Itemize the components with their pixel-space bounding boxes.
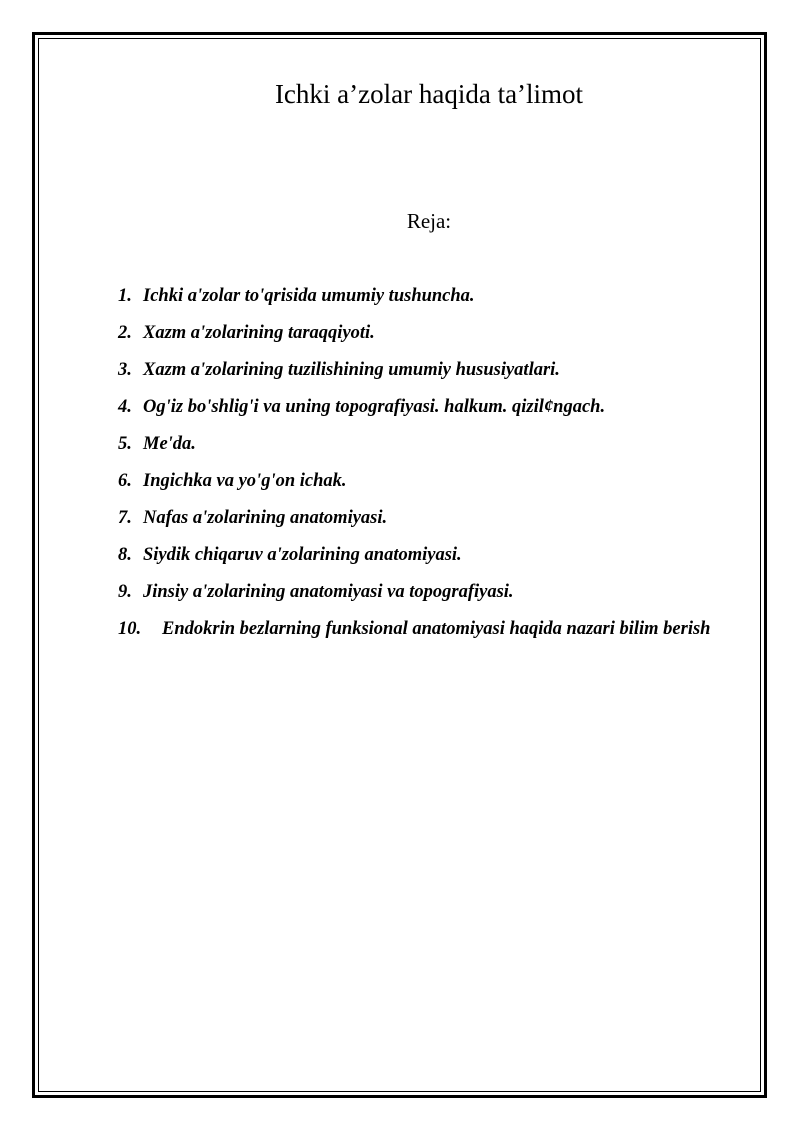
plan-item-text: Xazm a'zolarining tuzilishining umumiy hususiyatlari.: [143, 360, 560, 380]
plan-item-2: [112, 315, 752, 352]
plan-item-10: [112, 611, 752, 685]
plan-item-number: 7.: [118, 508, 132, 528]
plan-item-text: Siydik chiqaruv a'zolarining anatomiyasi.: [143, 545, 462, 565]
plan-item-text: Ingichka va yo'g'on ichak.: [143, 471, 347, 491]
plan-item-7: [112, 500, 752, 537]
plan-item-text: Endokrin bezlarning funksional anatomiyasi haqida nazari bilim berish: [162, 619, 711, 639]
plan-item-5: [112, 426, 752, 463]
plan-item-text: Xazm a'zolarining taraqqiyoti.: [143, 323, 375, 343]
plan-item-number: 9.: [118, 582, 132, 602]
plan-heading: Reja:: [406, 209, 452, 233]
plan-item-number: 2.: [118, 323, 132, 343]
plan-item-number: 4.: [118, 397, 132, 417]
plan-list: [112, 278, 752, 685]
plan-item-number: 8.: [118, 545, 132, 565]
document-title: Ichki a’zolar haqida ta’limot: [274, 79, 584, 109]
plan-item-text: Og'iz bo'shlig'i va uning topografiyasi. halkum. qizil¢ngach.: [143, 397, 606, 417]
plan-item-9: [112, 574, 752, 611]
plan-item-8: [112, 537, 752, 574]
plan-item-number: 1.: [118, 286, 132, 306]
plan-item-text: Jinsiy a'zolarining anatomiyasi va topografiyasi.: [143, 582, 514, 602]
plan-item-3: [112, 352, 752, 389]
plan-item-number: 3.: [118, 360, 132, 380]
plan-item-1: [112, 278, 752, 315]
plan-item-number: 5.: [118, 434, 132, 454]
plan-item-text: Me'da.: [143, 434, 196, 454]
plan-item-text: Nafas a'zolarining anatomiyasi.: [143, 508, 388, 528]
plan-item-4: [112, 389, 752, 426]
plan-item-text: Ichki a'zolar to'qrisida umumiy tushuncha.: [143, 286, 475, 306]
plan-item-number: 10.: [118, 619, 142, 639]
plan-item-6: [112, 463, 752, 500]
plan-item-number: 6.: [118, 471, 132, 491]
